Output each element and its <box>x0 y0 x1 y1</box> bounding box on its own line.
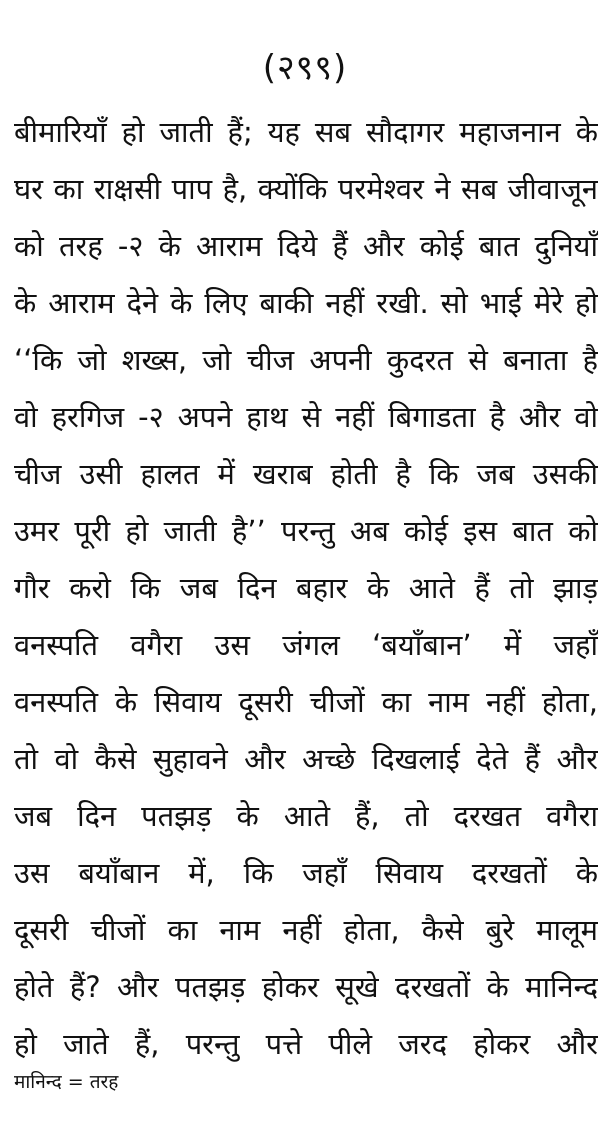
text-line: होते हैं? और पतझड़ होकर सूखे दरखतों के मानिन्द <box>14 970 598 1004</box>
text-line: जब दिन पतझड़ के आते हैं, तो दरखत वगैरा <box>14 799 598 833</box>
text-line: चीज उसी हालत में खराब होती है कि जब उसकी <box>14 457 598 491</box>
text-line: वनस्पति वगैरा उस जंगल ‘बयाँबान’ में जहाँ <box>14 628 598 662</box>
text-line: ‘‘कि जो शख्स, जो चीज अपनी कुदरत से बनाता है <box>14 343 598 377</box>
text-line: वनस्पति के सिवाय दूसरी चीजों का नाम नहीं होता, <box>14 685 598 719</box>
text-line: उमर पूरी हो जाती है’’ परन्तु अब कोई इस बात को <box>14 514 598 548</box>
footnote: मानिन्द = तरह <box>14 1071 119 1093</box>
text-line: को तरह -२ के आराम दिये हैं और कोई बात दुनियाँ <box>14 229 598 263</box>
text-line: वो हरगिज -२ अपने हाथ से नहीं बिगाडता है और वो <box>14 400 598 434</box>
text-line: घर का राक्षसी पाप है, क्योंकि परमेश्वर ने सब जीवाजून <box>14 172 598 206</box>
page-number: (२९९) <box>262 48 348 88</box>
text-line: बीमारियाँ हो जाती हैं; यह सब सौदागर महाजनान के <box>14 115 598 149</box>
text-line: के आराम देने के लिए बाकी नहीं रखी. सो भाई मेरे हो <box>14 286 598 320</box>
text-line: गौर करो कि जब दिन बहार के आते हैं तो झाड़ <box>14 571 598 605</box>
text-line: उस बयाँबान में, कि जहाँ सिवाय दरखतों के <box>14 856 598 890</box>
body-text <box>14 104 598 1073</box>
text-line: दूसरी चीजों का नाम नहीं होता, कैसे बुरे मालूम <box>14 913 598 947</box>
text-line: तो वो कैसे सुहावने और अच्छे दिखलाई देते हैं और <box>14 742 598 776</box>
text-line: हो जाते हैं, परन्तु पत्ते पीले जरद होकर और <box>14 1027 598 1061</box>
